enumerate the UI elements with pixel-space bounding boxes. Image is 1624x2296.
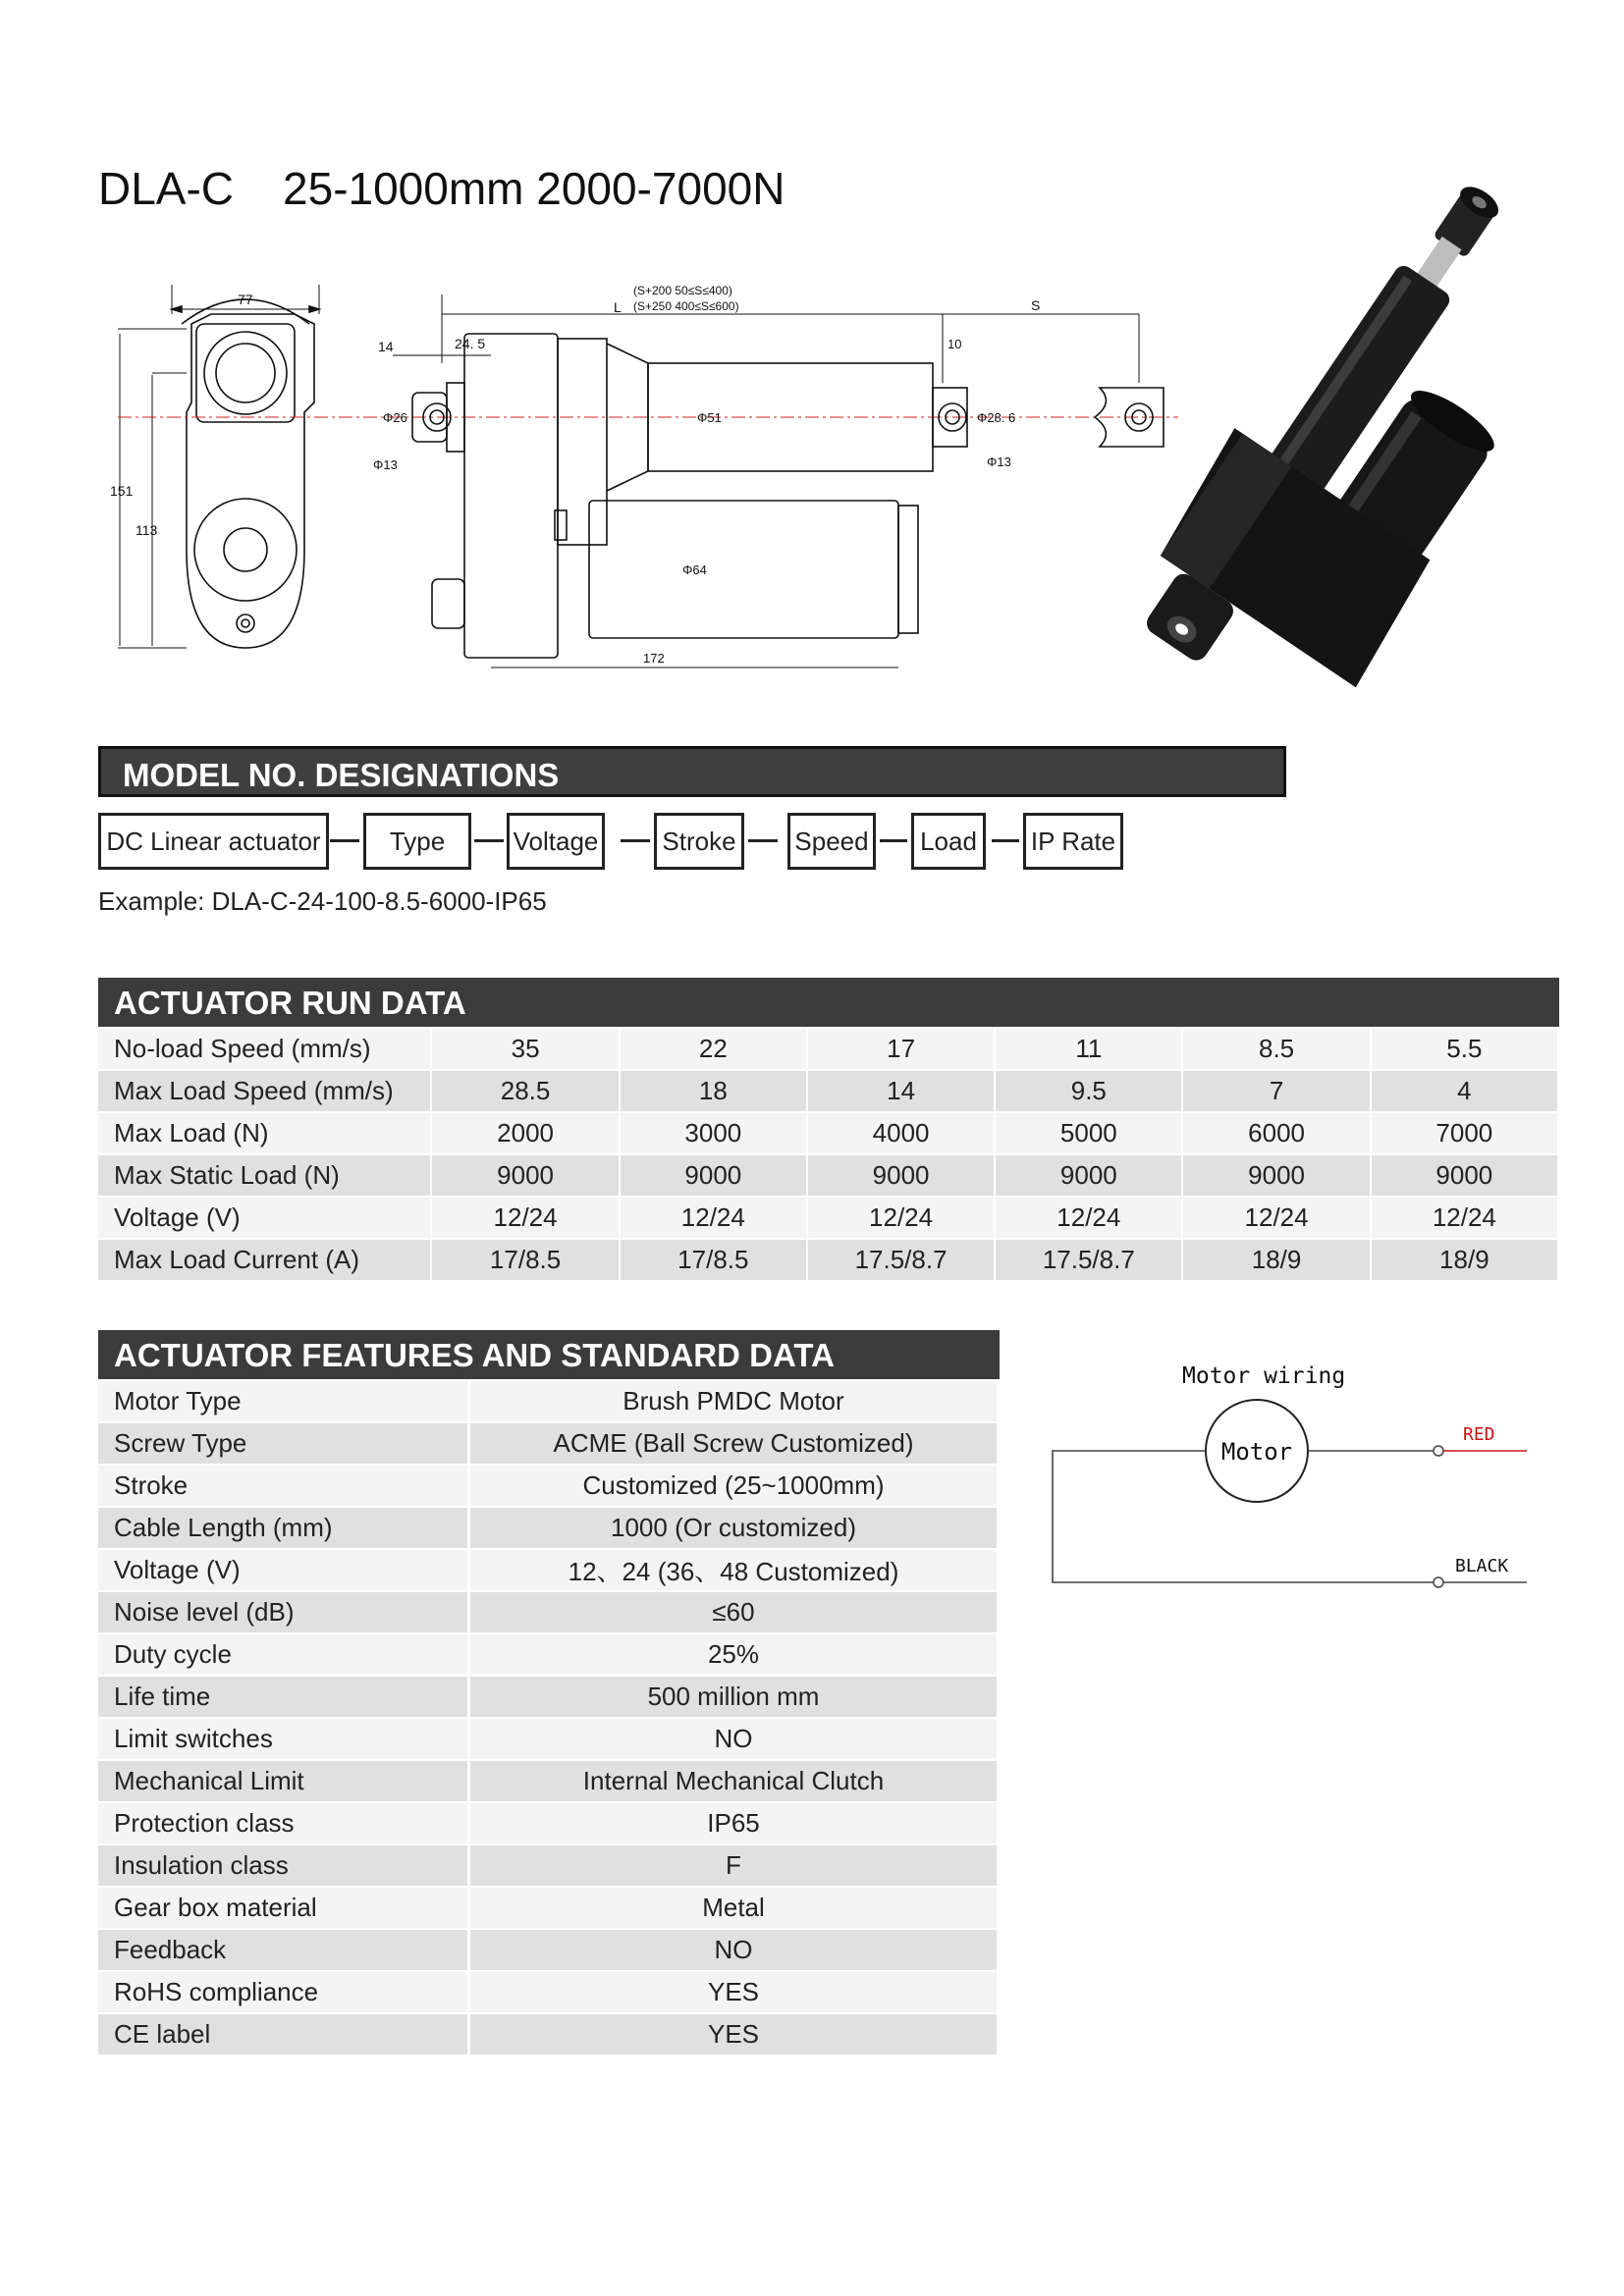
run-data-value: 3000	[620, 1112, 807, 1154]
feature-row	[98, 1633, 999, 1676]
feature-value: 25%	[469, 1633, 999, 1676]
feature-row	[98, 1381, 999, 1422]
run-data-value: 17	[807, 1029, 995, 1070]
feature-label: Life time	[98, 1676, 469, 1718]
svg-text:L: L	[614, 299, 622, 315]
feature-label: Protection class	[98, 1802, 469, 1844]
run-data-label: Max Static Load (N)	[98, 1154, 431, 1197]
feature-value: YES	[469, 2013, 999, 2056]
feature-label: Gear box material	[98, 1887, 469, 1929]
svg-text:(S+200 50≤S≤400): (S+200 50≤S≤400)	[633, 284, 732, 297]
front-view	[110, 285, 319, 648]
feature-label: Limit switches	[98, 1718, 469, 1760]
svg-text:Φ28. 6: Φ28. 6	[977, 410, 1016, 425]
wiring-title: Motor wiring	[1182, 1363, 1346, 1389]
run-data-label: Max Load Current (A)	[98, 1239, 431, 1281]
feature-label: Feedback	[98, 1929, 469, 1971]
page-title	[98, 162, 785, 215]
designation-row	[98, 813, 1178, 872]
svg-text:Φ26: Φ26	[383, 410, 407, 425]
run-data-value: 9.5	[995, 1070, 1182, 1112]
run-data-value: 12/24	[1182, 1197, 1370, 1239]
run-data-value: 9000	[995, 1154, 1182, 1197]
feature-value: Internal Mechanical Clutch	[469, 1760, 999, 1802]
run-data-value: 22	[620, 1029, 807, 1070]
feature-label: Insulation class	[98, 1844, 469, 1887]
run-data-value: 18/9	[1371, 1239, 1558, 1281]
run-data-value: 7000	[1371, 1112, 1558, 1154]
feature-value: NO	[469, 1718, 999, 1760]
feature-value: ACME (Ball Screw Customized)	[469, 1422, 999, 1465]
feature-row	[98, 1929, 999, 1971]
svg-text:172: 172	[643, 651, 665, 666]
designation-box: Load	[911, 813, 986, 870]
feature-label: Cable Length (mm)	[98, 1507, 469, 1549]
run-data-value: 35	[431, 1029, 619, 1070]
feature-value: F	[469, 1844, 999, 1887]
run-data-row	[98, 1070, 1558, 1112]
feature-row	[98, 1971, 999, 2013]
designation-box: Voltage	[507, 813, 605, 870]
run-data-value: 12/24	[431, 1197, 619, 1239]
run-data-value: 28.5	[431, 1070, 619, 1112]
dim-width: 77	[238, 292, 253, 307]
feature-label: CE label	[98, 2013, 469, 2056]
dim-height-inner: 113	[135, 522, 158, 538]
designation-box: IP Rate	[1023, 813, 1123, 870]
run-data-row	[98, 1112, 1558, 1154]
designation-example: Example: DLA-C-24-100-8.5-6000-IP65	[98, 886, 547, 916]
feature-value: Customized (25~1000mm)	[469, 1465, 999, 1507]
run-data-row	[98, 1197, 1558, 1239]
feature-row	[98, 1760, 999, 1802]
motor-label: Motor	[1220, 1438, 1293, 1466]
run-data-label: Max Load (N)	[98, 1112, 431, 1154]
feature-label: RoHS compliance	[98, 1971, 469, 2013]
feature-row	[98, 1676, 999, 1718]
designation-box: Speed	[787, 813, 876, 870]
svg-text:Φ13: Φ13	[987, 454, 1011, 469]
run-data-value: 14	[807, 1070, 995, 1112]
run-data-row	[98, 1239, 1558, 1281]
run-data-value: 12/24	[620, 1197, 807, 1239]
feature-label: Mechanical Limit	[98, 1760, 469, 1802]
run-data-value: 6000	[1182, 1112, 1370, 1154]
designation-box: Stroke	[654, 813, 744, 870]
run-data-value: 9000	[431, 1154, 619, 1197]
feature-row	[98, 1887, 999, 1929]
feature-row	[98, 1844, 999, 1887]
run-data-value: 9000	[1182, 1154, 1370, 1197]
run-data-value: 7	[1182, 1070, 1370, 1112]
model-range: 25-1000mm 2000-7000N	[283, 163, 785, 214]
feature-value: 500 million mm	[469, 1676, 999, 1718]
run-data-value: 12/24	[807, 1197, 995, 1239]
feature-label: Motor Type	[98, 1381, 469, 1422]
dim-height-outer: 151	[110, 483, 134, 499]
feature-label: Duty cycle	[98, 1633, 469, 1676]
run-data-value: 12/24	[995, 1197, 1182, 1239]
run-data-value: 9000	[620, 1154, 807, 1197]
run-data-label: Voltage (V)	[98, 1197, 431, 1239]
run-data-value: 12/24	[1371, 1197, 1558, 1239]
feature-value: Metal	[469, 1887, 999, 1929]
feature-value: NO	[469, 1929, 999, 1971]
run-data-heading: ACTUATOR RUN DATA	[98, 978, 1559, 1027]
svg-text:24. 5: 24. 5	[455, 336, 486, 351]
feature-row	[98, 1549, 999, 1591]
red-wire-label: RED	[1463, 1424, 1495, 1445]
designation-box: DC Linear actuator	[98, 813, 329, 870]
run-data-label: Max Load Speed (mm/s)	[98, 1070, 431, 1112]
feature-value: ≤60	[469, 1591, 999, 1633]
svg-text:(S+250 400≤S≤600): (S+250 400≤S≤600)	[633, 299, 739, 313]
side-view	[373, 284, 1164, 667]
feature-row	[98, 2013, 999, 2056]
feature-row	[98, 1507, 999, 1549]
feature-value: 12、24 (36、48 Customized)	[469, 1549, 999, 1591]
run-data-row	[98, 1029, 1558, 1070]
run-data-value: 5.5	[1371, 1029, 1558, 1070]
feature-label: Stroke	[98, 1465, 469, 1507]
black-wire-label: BLACK	[1455, 1556, 1509, 1576]
features-table	[98, 1381, 1000, 2056]
run-data-value: 17.5/8.7	[807, 1239, 995, 1281]
svg-text:Φ51: Φ51	[697, 410, 722, 425]
run-data-value: 18	[620, 1070, 807, 1112]
run-data-value: 17.5/8.7	[995, 1239, 1182, 1281]
run-data-row	[98, 1154, 1558, 1197]
run-data-value: 4000	[807, 1112, 995, 1154]
feature-value: YES	[469, 1971, 999, 2013]
feature-row	[98, 1802, 999, 1844]
feature-value: Brush PMDC Motor	[469, 1381, 999, 1422]
svg-text:S: S	[1031, 297, 1041, 313]
svg-text:Φ13: Φ13	[373, 457, 398, 472]
run-data-value: 9000	[1371, 1154, 1558, 1197]
run-data-value: 9000	[807, 1154, 995, 1197]
feature-value: IP65	[469, 1802, 999, 1844]
actuator-photo	[1080, 162, 1591, 712]
model-designations-heading: MODEL NO. DESIGNATIONS	[98, 746, 1286, 797]
run-data-value: 17/8.5	[431, 1239, 619, 1281]
feature-row	[98, 1465, 999, 1507]
feature-row	[98, 1422, 999, 1465]
designation-box: Type	[363, 813, 471, 870]
run-data-value: 5000	[995, 1112, 1182, 1154]
svg-text:14: 14	[378, 339, 394, 354]
run-data-value: 18/9	[1182, 1239, 1370, 1281]
run-data-value: 11	[995, 1029, 1182, 1070]
features-heading: ACTUATOR FEATURES AND STANDARD DATA	[98, 1330, 1000, 1379]
run-data-value: 8.5	[1182, 1029, 1370, 1070]
svg-text:10: 10	[947, 337, 962, 351]
run-data-value: 2000	[431, 1112, 619, 1154]
feature-label: Voltage (V)	[98, 1549, 469, 1591]
feature-label: Noise level (dB)	[98, 1591, 469, 1633]
run-data-value: 17/8.5	[620, 1239, 807, 1281]
run-data-table	[98, 1029, 1559, 1282]
feature-row	[98, 1591, 999, 1633]
feature-row	[98, 1718, 999, 1760]
model-name: DLA-C	[98, 163, 235, 214]
run-data-value: 4	[1371, 1070, 1558, 1112]
run-data-label: No-load Speed (mm/s)	[98, 1029, 431, 1070]
motor-wiring-diagram	[1041, 1350, 1551, 1605]
feature-label: Screw Type	[98, 1422, 469, 1465]
dimension-drawing	[98, 255, 1178, 687]
feature-value: 1000 (Or customized)	[469, 1507, 999, 1549]
svg-text:Φ64: Φ64	[682, 562, 707, 577]
